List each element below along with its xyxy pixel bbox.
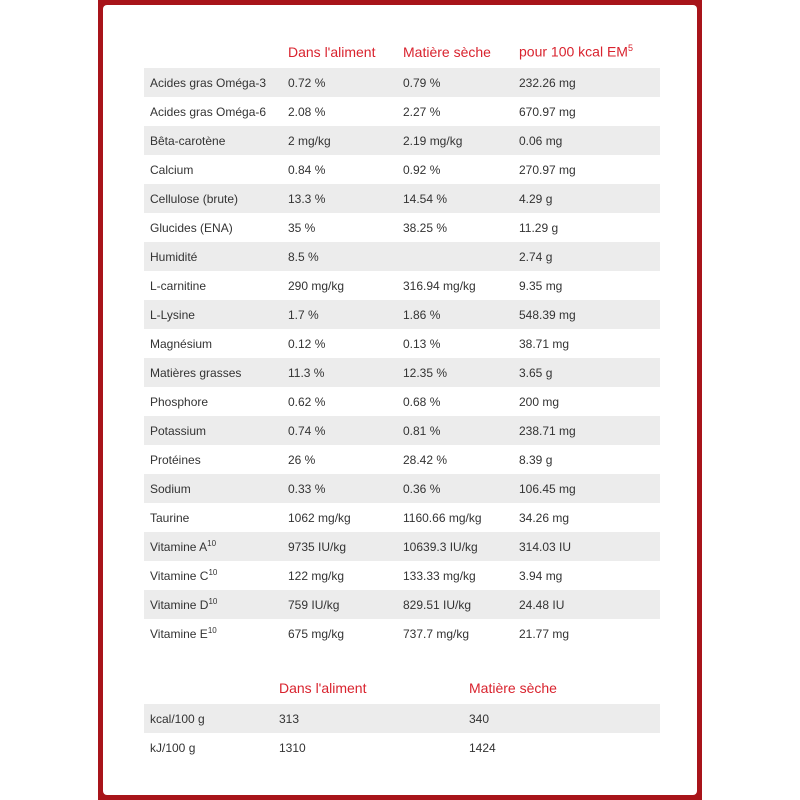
value-in-food: 0.74 % (282, 416, 397, 445)
nutrient-name-label: Magnésium (150, 336, 213, 351)
value-dry-matter: 0.81 % (397, 416, 513, 445)
nutrient-name (144, 387, 282, 416)
nutrient-name (144, 503, 282, 532)
footnote-ref: 10 (208, 597, 218, 606)
energy-header-dry-matter: Matière sèche (469, 680, 557, 696)
nutrient-name-label: Sodium (150, 481, 191, 496)
nutrient-name-label: Vitamine E (150, 627, 208, 641)
nutrient-name-label: Glucides (ENA) (150, 220, 233, 235)
nutrient-name (144, 619, 282, 648)
value-in-food: 26 % (288, 452, 316, 467)
value-per-100-kcal: 4.29 g (513, 184, 660, 213)
value-per-100-kcal: 3.94 mg (519, 568, 563, 583)
energy-table-body (144, 704, 660, 762)
value-per-100-kcal: 314.03 IU (513, 532, 660, 561)
value-in-food: 0.84 % (288, 162, 326, 177)
table-row (144, 704, 660, 733)
energy-table (144, 672, 660, 762)
table-row (144, 126, 660, 155)
value-in-food: 2.08 % (288, 104, 326, 119)
table-row (144, 733, 660, 762)
value-dry-matter: 28.42 % (403, 452, 448, 467)
value-dry-matter: 0.68 % (403, 394, 441, 409)
table-row (144, 474, 660, 503)
nutrient-name-label: L-carnitine (150, 278, 207, 293)
energy-in-food: 1310 (279, 740, 306, 755)
table-row (144, 184, 660, 213)
nutrient-name (144, 358, 282, 387)
content-panel (103, 5, 697, 795)
nutrient-name (144, 561, 282, 590)
table-row (144, 619, 660, 648)
energy-name: kcal/100 g (144, 704, 273, 733)
table-row (144, 97, 660, 126)
value-in-food: 0.33 % (282, 474, 397, 503)
nutrient-name-label: Vitamine D (150, 598, 209, 612)
nutrient-name-label: L-Lysine (150, 307, 195, 322)
table-row (144, 213, 660, 242)
value-per-100-kcal: 0.06 mg (513, 126, 660, 155)
table-row (144, 271, 660, 300)
header-footnote-ref: 5 (627, 43, 633, 54)
nutrient-name (144, 126, 282, 155)
table-row (144, 242, 660, 271)
table-row (144, 503, 660, 532)
value-dry-matter: 1.86 % (397, 300, 513, 329)
energy-dry-matter: 1424 (469, 740, 496, 755)
nutrient-name (144, 329, 282, 358)
table-row (144, 416, 660, 445)
value-in-food: 0.72 % (282, 68, 397, 97)
value-per-100-kcal: 548.39 mg (513, 300, 660, 329)
value-per-100-kcal: 9.35 mg (519, 278, 563, 293)
table-row (144, 561, 660, 590)
nutrient-name-label: Cellulose (brute) (150, 191, 239, 206)
page-frame (98, 0, 702, 800)
value-in-food: 1062 mg/kg (288, 510, 351, 525)
value-per-100-kcal: 238.71 mg (513, 416, 660, 445)
value-in-food: 290 mg/kg (288, 278, 345, 293)
value-in-food: 9735 IU/kg (282, 532, 397, 561)
nutrient-table (144, 35, 660, 648)
value-per-100-kcal: 11.29 g (519, 220, 559, 235)
value-in-food: 2 mg/kg (282, 126, 397, 155)
value-per-100-kcal: 21.77 mg (519, 626, 570, 641)
nutrient-name (144, 271, 282, 300)
value-dry-matter: 2.27 % (403, 104, 441, 119)
nutrient-name-label: Taurine (150, 510, 190, 525)
header-in-food: Dans l'aliment (288, 43, 376, 60)
value-per-100-kcal: 200 mg (519, 394, 560, 409)
value-dry-matter: 737.7 mg/kg (403, 626, 470, 641)
nutrient-name-label: Calcium (150, 162, 194, 177)
nutrient-name (144, 213, 282, 242)
value-in-food: 0.62 % (288, 394, 326, 409)
nutrient-name (144, 445, 282, 474)
energy-header-blank (144, 672, 273, 704)
value-dry-matter: 2.19 mg/kg (397, 126, 513, 155)
energy-in-food: 313 (273, 704, 463, 733)
nutrient-name-label: Phosphore (150, 394, 209, 409)
nutrient-name (144, 416, 282, 445)
value-dry-matter: 0.36 % (397, 474, 513, 503)
table-row (144, 590, 660, 619)
nutrient-name-label: Protéines (150, 452, 201, 467)
table-row (144, 358, 660, 387)
table-row (144, 387, 660, 416)
header-per-100-kcal-label: pour 100 kcal EM (519, 43, 628, 60)
value-dry-matter: 133.33 mg/kg (403, 568, 476, 583)
nutrient-name-label: Potassium (150, 423, 207, 438)
nutrient-table-body (144, 68, 660, 648)
value-in-food: 13.3 % (282, 184, 397, 213)
table-row (144, 532, 660, 561)
nutrient-name (144, 68, 282, 97)
footnote-ref: 10 (207, 626, 217, 635)
value-dry-matter: 0.13 % (403, 336, 441, 351)
nutrient-name-label: Acides gras Oméga-6 (150, 104, 267, 119)
nutrient-name-label: Vitamine C (150, 569, 209, 583)
value-dry-matter: 316.94 mg/kg (403, 278, 476, 293)
nutrient-name (144, 474, 282, 503)
nutrient-name (144, 184, 282, 213)
table-row (144, 300, 660, 329)
value-dry-matter: 38.25 % (403, 220, 448, 235)
nutrient-name-label: Bêta-carotène (150, 133, 226, 148)
footnote-ref: 10 (208, 568, 218, 577)
value-in-food: 11.3 % (282, 358, 397, 387)
nutrient-name (144, 155, 282, 184)
nutrient-name-label: Acides gras Oméga-3 (150, 75, 267, 90)
value-per-100-kcal: 38.71 mg (519, 336, 570, 351)
table-row (144, 329, 660, 358)
header-blank (144, 35, 282, 68)
table-row (144, 155, 660, 184)
value-per-100-kcal: 2.74 g (513, 242, 660, 271)
nutrient-name (144, 242, 282, 271)
energy-dry-matter: 340 (463, 704, 660, 733)
value-per-100-kcal: 106.45 mg (513, 474, 660, 503)
energy-header-in-food: Dans l'aliment (279, 680, 367, 696)
value-in-food: 1.7 % (282, 300, 397, 329)
table-row (144, 445, 660, 474)
nutrient-name (144, 300, 282, 329)
nutrient-name (144, 590, 282, 619)
value-in-food: 759 IU/kg (282, 590, 397, 619)
value-in-food: 35 % (288, 220, 316, 235)
energy-table-header (144, 672, 660, 704)
value-in-food: 122 mg/kg (288, 568, 345, 583)
value-dry-matter (397, 242, 513, 271)
value-per-100-kcal: 670.97 mg (519, 104, 576, 119)
value-dry-matter: 14.54 % (397, 184, 513, 213)
value-dry-matter: 10639.3 IU/kg (397, 532, 513, 561)
header-dry-matter: Matière sèche (403, 43, 491, 60)
value-per-100-kcal: 34.26 mg (519, 510, 570, 525)
nutrient-name (144, 97, 282, 126)
table-row (144, 68, 660, 97)
footnote-ref: 10 (207, 539, 217, 548)
nutrient-name-label: Vitamine A (150, 540, 208, 554)
value-dry-matter: 829.51 IU/kg (397, 590, 513, 619)
nutrient-name-label: Humidité (150, 249, 198, 264)
value-in-food: 675 mg/kg (288, 626, 345, 641)
value-per-100-kcal: 232.26 mg (513, 68, 660, 97)
value-in-food: 0.12 % (288, 336, 326, 351)
value-per-100-kcal: 3.65 g (513, 358, 660, 387)
value-per-100-kcal: 24.48 IU (513, 590, 660, 619)
value-in-food: 8.5 % (282, 242, 397, 271)
value-dry-matter: 0.92 % (403, 162, 441, 177)
value-dry-matter: 1160.66 mg/kg (403, 510, 482, 525)
nutrient-name (144, 532, 282, 561)
nutrient-name-label: Matières grasses (150, 365, 242, 380)
energy-name: kJ/100 g (150, 740, 196, 755)
value-dry-matter: 12.35 % (397, 358, 513, 387)
value-dry-matter: 0.79 % (397, 68, 513, 97)
value-per-100-kcal: 8.39 g (519, 452, 553, 467)
value-per-100-kcal: 270.97 mg (519, 162, 576, 177)
header-per-100-kcal (513, 35, 660, 68)
nutrient-table-header (144, 35, 660, 68)
